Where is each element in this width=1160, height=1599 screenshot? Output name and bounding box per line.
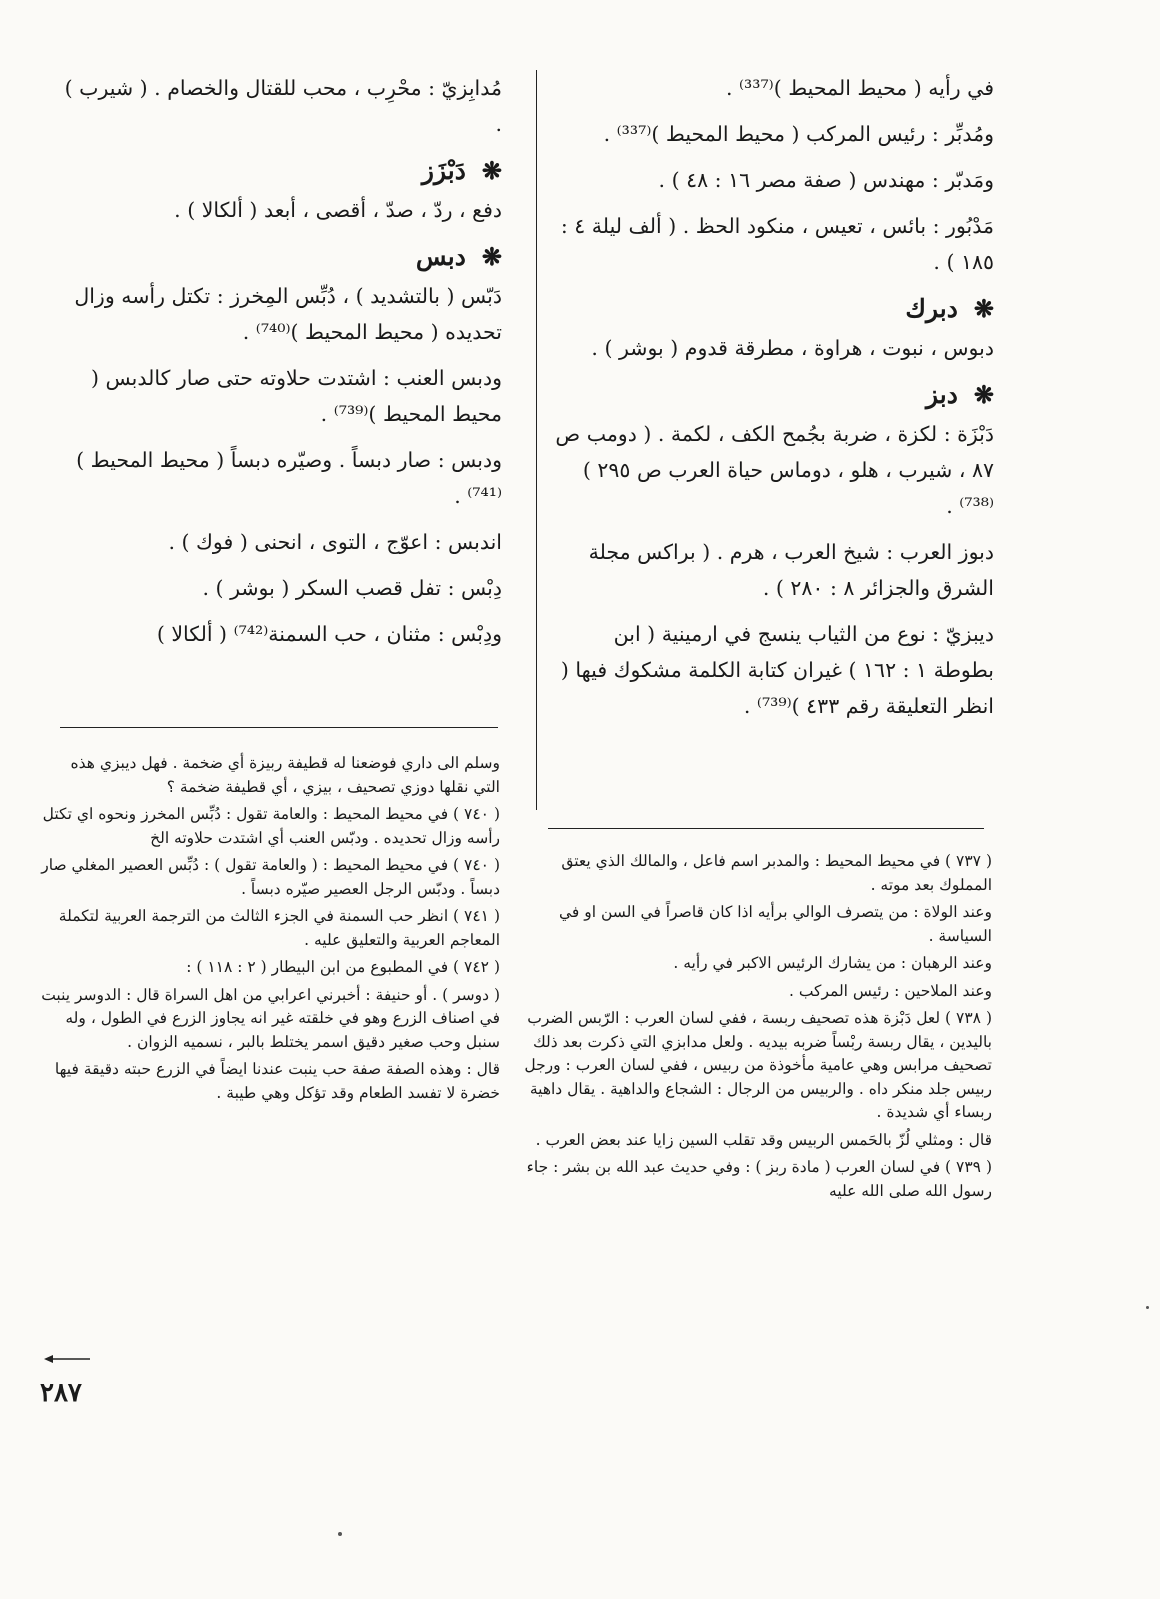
footnote: وعند الملاحين : رئيس المركب . (788, 981, 992, 1000)
column-divider (536, 70, 537, 810)
asterisk-icon: ❋ (973, 380, 994, 409)
headword-text: دبز (926, 380, 958, 409)
footnote: ( ٧٣٨ ) لعل دَبْزة هذه تصحيف ربسة ، ففي لسان العرب : الرّبس الضرب باليدين ، يقال ربسة ربْساً ضربه بيديه . ولعل مدابزي التي ذكرت بعد ذلك تصحيف مرابس وهي عامية مأخوذة من ربيس ، ففي لسان العرب : ورجل ربيس جلد منكر داه . والربيس من الرجال : الشجاع والداهية . يقال داهية ربساء أي شديدة . (524, 1009, 992, 1121)
footnote: ( دوسر ) . أو حنيفة : أخبرني اعرابي من اهل السراة قال : الدوسر ينبت في اصناف الزرع وهو في خلقته غير انه يجاوز الزرع في الطول ، وله سنبل وحب صغير دقيق اسمر يختلط بالبر ، نسميه الزوان . (41, 985, 500, 1051)
right-column (552, 70, 994, 734)
headword-dbs (62, 238, 502, 276)
footnotes-right (512, 850, 992, 1207)
asterisk-icon: ❋ (481, 156, 502, 185)
footnote: وعند الولاة : من يتصرف الوالي برأيه اذا كان قاصراً في السن او في السياسة . (558, 903, 992, 945)
entry: ودبس العنب : اشتدت حلاوته حتى صار كالدبس ( محيط المحيط )⁽⁷³⁹⁾ . (90, 366, 502, 426)
scan-speck (1146, 1306, 1149, 1309)
entry: مَدْبُور : بائس ، تعيس ، منكود الحظ . ( ألف ليلة ٤ : ١٨٥ ) . (560, 214, 994, 274)
left-column (62, 70, 502, 662)
entry: دبوس ، نبوت ، هراوة ، مطرقة قدوم ( بوشر ) . (591, 336, 994, 360)
footnote: قال : وهذه الصفة صفة حب ينبت عندنا ايضاً في الزرع حبته دقيقة فيها خضرة لا تفسد الطعام وقد تؤكل وهي طيبة . (54, 1060, 500, 1102)
page-number: ٢٨٧ (40, 1378, 82, 1408)
entry: في رأيه ( محيط المحيط )⁽³³⁷⁾ . (725, 76, 994, 100)
footnote: ( ٧٤٠ ) في محيط المحيط : ( والعامة تقول ) : دُبِّس العصير المغلي صار دبساً . ودبّس الرجل العصير صيّره دبساً . (41, 856, 500, 898)
continuation-arrow-icon (44, 1354, 90, 1364)
footnote: ( ٧٣٩ ) في لسان العرب ( مادة ربز ) : وفي حديث عبد الله بن بشر : جاء رسول الله صلى الله عليه (526, 1158, 992, 1200)
entry: ودبس : صار دبساً . وصيّره دبساً ( محيط المحيط )⁽⁷⁴¹⁾ . (76, 448, 502, 508)
footnote: ( ٧٤٢ ) في المطبوع من ابن البيطار ( ٢ : ١١٨ ) : (186, 958, 500, 976)
entry: اندبس : اعوّج ، التوى ، انحنى ( فوك ) . (168, 530, 502, 554)
footnote: وعند الرهبان : من يشارك الرئيس الاكبر في رأيه . (673, 954, 992, 972)
entry: مُدابِزيّ : محْرِب ، محب للقتال والخصام . ( شيرب ) . (64, 76, 502, 136)
headword-dbrk (552, 290, 994, 328)
entry: ومُدبِّر : رئيس المركب ( محيط المحيط )⁽³³⁷⁾ . (603, 122, 994, 146)
entry: ودِبْس : مثنان ، حب السمنة⁽⁷⁴²⁾ ( ألكالا ) (156, 622, 502, 646)
entry: دفع ، ردّ ، صدّ ، أقصى ، أبعد ( ألكالا ) . (174, 198, 502, 222)
asterisk-icon: ❋ (481, 242, 502, 271)
headword-text: دبرك (905, 294, 958, 323)
footnote: وسلم الى داري فوضعنا له قطيفة ربيزة أي ضخمة . فهل ديبزي هذه التي نقلها دوزي تصحيف ، بيزي ، أي قطيفة ضخمة ؟ (70, 754, 500, 796)
footnote: ( ٧٤١ ) انظر حب السمنة في الجزء الثالث من الترجمة العربية لتكملة المعاجم العربية والتعليق عليه . (58, 907, 500, 949)
footnote: ( ٧٤٠ ) في محيط المحيط : والعامة تقول : دُبِّس المخرز ونحوه اي تكتل رأسه وزال تحديده . ودبّس العنب أي اشتدت حلاوته الخ (42, 805, 500, 847)
footnote-separator (548, 828, 984, 829)
asterisk-icon: ❋ (973, 294, 994, 323)
footnote-separator (60, 727, 498, 728)
entry: دبوز العرب : شيخ العرب ، هرم . ( براكس مجلة الشرق والجزائر ٨ : ٢٨٠ ) . (588, 540, 994, 600)
headword-dbzz (62, 152, 502, 190)
footnote: ( ٧٣٧ ) في محيط المحيط : والمدبر اسم فاعل ، والمالك الذي يعتق المملوك بعد موته . (561, 852, 992, 894)
headword-dbz (552, 376, 994, 414)
entry: دَبْزَة : لكزة ، ضربة بجُمح الكف ، لكمة . ( دومب ص ٨٧ ، شيرب ، هلو ، دوماس حياة العرب ص ٢٩٥ )⁽⁷³⁸⁾ . (555, 422, 994, 518)
entry: دَبّس ( بالتشديد ) ، دُبِّس المِخرز : تكتل رأسه وزال تحديده ( محيط المحيط )⁽⁷⁴⁰⁾ . (74, 284, 502, 344)
footnotes-left (40, 752, 500, 1109)
headword-text: دَبْزَز (421, 156, 466, 185)
footnote: قال : ومثلي لُزّ بالحَمس الربيس وقد تقلب السين زايا عند بعض العرب . (535, 1130, 992, 1149)
entry: دِبْس : تفل قصب السكر ( بوشر ) . (202, 576, 502, 600)
headword-text: دبس (415, 242, 466, 271)
entry: ديبزيّ : نوع من الثياب ينسج في ارمينية ( ابن بطوطة ١ : ١٦٢ ) غيران كتابة الكلمة مشكوك فيها ( انظر التعليقة رقم ٤٣٣ )⁽⁷³⁹⁾ . (560, 622, 994, 718)
scan-speck (338, 1532, 342, 1536)
entry: ومَدبّر : مهندس ( صفة مصر ١٦ : ٤٨ ) . (658, 168, 994, 192)
